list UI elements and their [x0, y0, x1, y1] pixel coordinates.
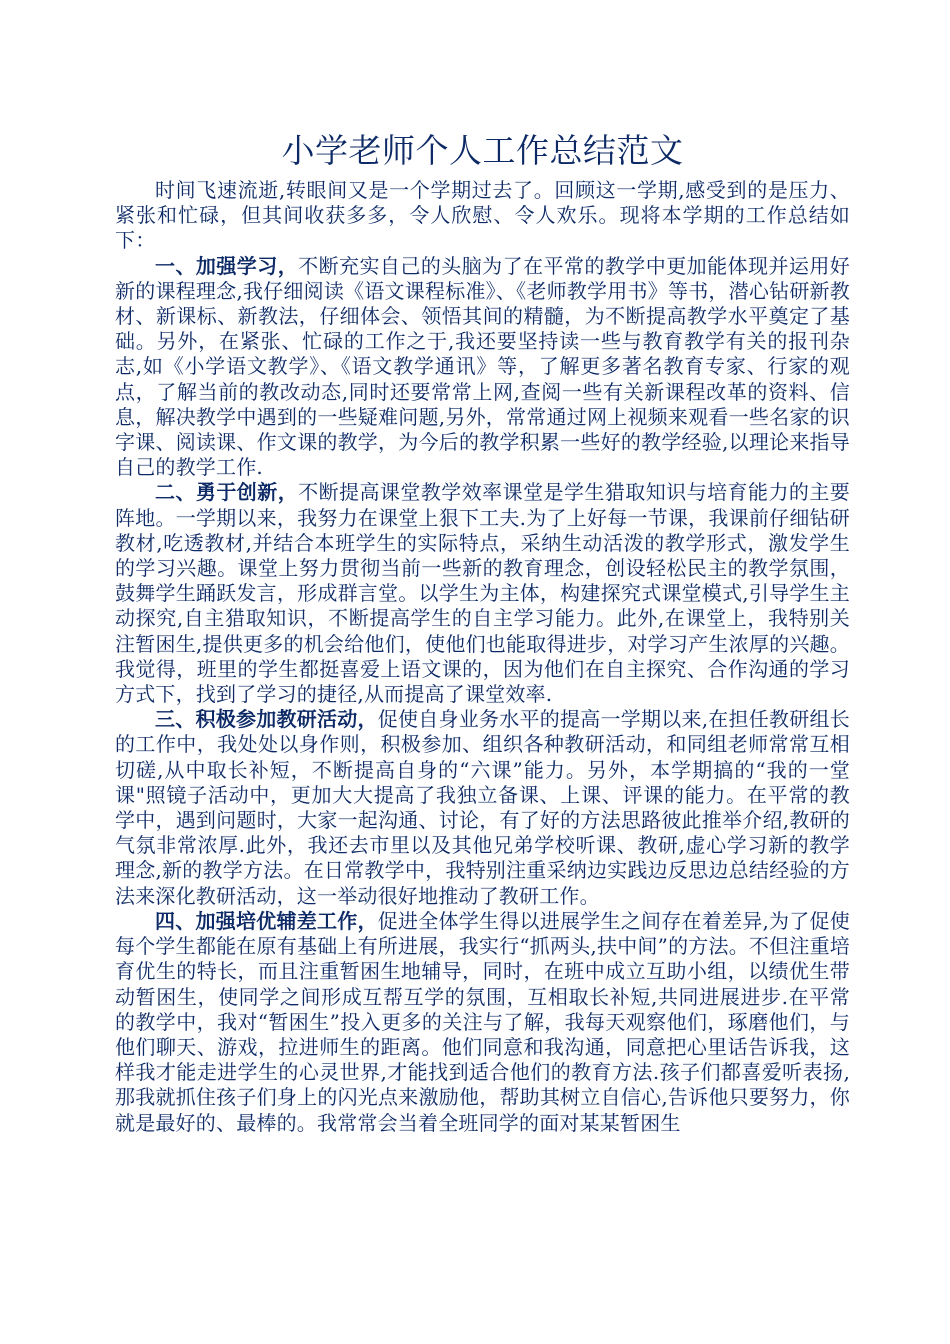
section-1-body: 不断充实自己的头脑为了在平常的教学中更加能体现并运用好新的课程理念,我仔细阅读《语文课程标准》、《老师教学用书》等书，潜心钻研新教材、新课标、新教法，仔细体会、领悟其间的精髓，为不断提高教学水平奠定了基础。另外，在紧张、忙碌的工作之于,我还要坚持读一些与教育教学有关的报刊杂志,如《小学语文教学》、《语文教学通讯》等，了解更多著名教育专家、行家的观点，了解当前的教改动态,同时还要常常上网,查阅一些有关新课程改革的资料、信息，解决教学中遇到的一些疑难问题,另外，常常通过网上视频来观看一些名家的识字课、阅读课、作文课的教学，为今后的教学积累一些好的教学经验,以理论来指导自己的教学工作.: [115, 253, 850, 480]
section-3-body: 促使自身业务水平的提高一学期以来,在担任教研组长的工作中，我处处以身作则，积极参加、组织各种教研活动，和同组老师常常互相切磋,从中取长补短，不断提高自身的“六课”能力。另外，本学期搞的“我的一堂课"照镜子活动中，更加大大提高了我独立备课、上课、评课的能力。在平常的教学中，遇到问题时，大家一起沟通、讨论，有了好的方法思路彼此推举介绍,教研的气氛非常浓厚.此外，我还去市里以及其他兄弟学校听课、教研,虚心学习新的教学理念,新的教学方法。在日常教学中，我特别注重采纳边实践边反思边总结经验的方法来深化教研活动，这一举动很好地推动了教研工作。: [115, 707, 850, 908]
document-page: [115, 126, 850, 1136]
section-1-paragraph: [115, 254, 850, 481]
section-4-paragraph: [115, 909, 850, 1136]
section-2-body: 不断提高课堂教学效率课堂是学生猎取知识与培育能力的主要阵地。一学期以来，我努力在课堂上狠下工夫.为了上好每一节课，我课前仔细钻研教材,吃透教材,并结合本班学生的实际特点，采纳生动活泼的教学形式，激发学生的学习兴趣。课堂上努力贯彻当前一些新的教育理念，创设轻松民主的教学氛围，鼓舞学生踊跃发言，形成群言堂。以学生为主体，构建探究式课堂模式,引导学生主动探究,自主猎取知识，不断提高学生的自主学习能力。此外,在课堂上，我特别关注暂困生,提供更多的机会给他们，使他们也能取得进步，对学习产生浓厚的兴趣。我觉得，班里的学生都挺喜爱上语文课的，因为他们在自主探究、合作沟通的学习方式下，找到了学习的捷径,从而提高了课堂效率.: [115, 480, 850, 707]
document-title: 小学老师个人工作总结范文: [281, 131, 684, 170]
section-4-body: 促进全体学生得以进展学生之间存在着差异,为了促使每个学生都能在原有基础上有所进展，我实行“抓两头,扶中间”的方法。不但注重培育优生的特长，而且注重暂困生地辅导，同时，在班中成立互助小组，以绩优生带动暂困生，使同学之间形成互帮互学的氛围，互相取长补短,共同进展进步.在平常的教学中，我对“暂困生”投入更多的关注与了解，我每天观察他们，琢磨他们，与他们聊天、游戏，拉进师生的距离。他们同意和我沟通，同意把心里话告诉我，这样我才能走进学生的心灵世界,才能找到适合他们的教育方法.孩子们都喜爱听表扬,那我就抓住孩子们身上的闪光点来激励他，帮助其树立自信心,告诉他只要努力，你就是最好的、最棒的。我常常会当着全班同学的面对某某暂困生: [115, 908, 850, 1135]
intro-paragraph: 时间飞速流逝,转眼间又是一个学期过去了。回顾这一学期,感受到的是压力、紧张和忙碌，但其间收获多多，令人欣慰、令人欢乐。现将本学期的工作总结如下：: [115, 178, 850, 253]
section-2-paragraph: [115, 480, 850, 707]
section-3-paragraph: [115, 707, 850, 909]
section-1-heading: 一、加强学习，: [155, 253, 299, 278]
section-4-heading: 四、加强培优辅差工作，: [155, 908, 378, 933]
section-3-heading: 三、积极参加教研活动，: [155, 707, 378, 732]
section-2-heading: 二、勇于创新，: [155, 480, 299, 505]
